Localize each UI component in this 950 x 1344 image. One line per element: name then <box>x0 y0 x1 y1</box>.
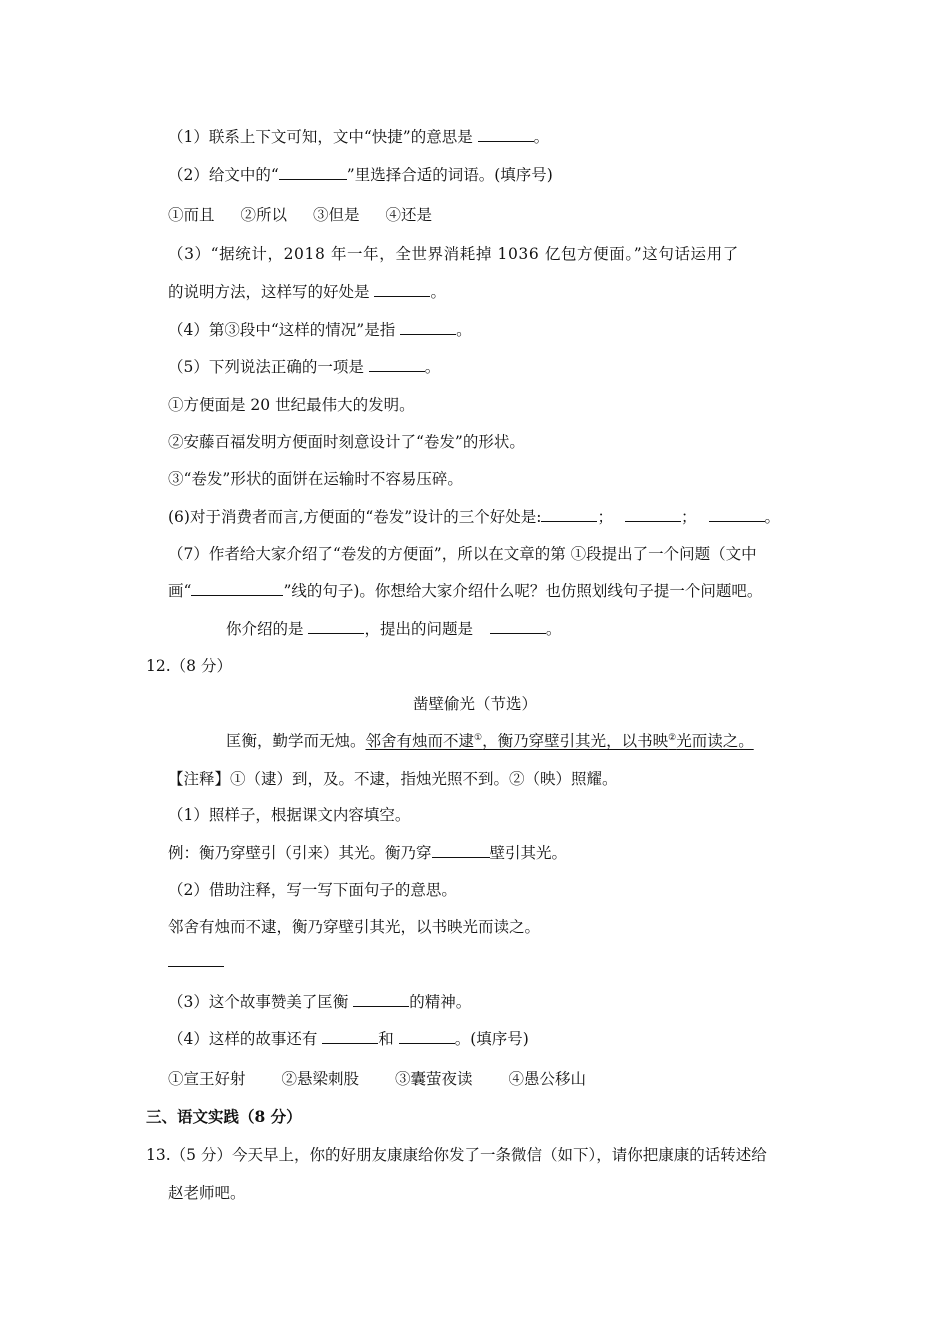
footnote-mark-1: ① <box>474 732 483 743</box>
q11-part3-line1: （3）“据统计，2018 年一年，全世界消耗掉 1036 亿包方便面。”这句话运用了 <box>168 245 739 263</box>
q12-part2: （2）借助注释，写一写下面句子的意思。 <box>168 881 457 899</box>
q11-part5 <box>168 355 440 377</box>
section-3-title: 三、语文实践（8 分） <box>146 1107 302 1126</box>
q11-part2-end: ”里选择合适的词语。(填序号) <box>346 166 553 184</box>
q11-part5-option3: ③“卷发”形状的面饼在运输时不容易压碎。 <box>168 470 463 488</box>
q11-part7-line1: （7）作者给大家介绍了“卷发的方便面”，所以在文章的第 ①段提出了一个问题（文中 <box>168 545 757 563</box>
answer-blank[interactable] <box>374 282 430 297</box>
q12-part1: （1）照样子，根据课文内容填空。 <box>168 806 411 824</box>
q12-part3-text: （3）这个故事赞美了匡衡 <box>168 993 354 1011</box>
answer-blank[interactable] <box>322 1029 378 1044</box>
q11-part6-text: (6)对于消费者而言,方便面的“卷发”设计的三个好处是: <box>168 508 542 526</box>
q11-part2-text: （2）给文中的“ <box>168 166 279 184</box>
q12-part4 <box>168 1027 529 1049</box>
underlined-sentence <box>366 732 754 750</box>
q12-example <box>168 841 567 863</box>
q11-part5-option2: ②安藤百福发明方便面时刻意设计了“卷发”的形状。 <box>168 433 525 451</box>
q11-part6 <box>168 505 780 527</box>
q12-part4-and: 和 <box>378 1030 399 1048</box>
q11-part4-end: 。 <box>456 321 472 339</box>
example-text: 例：衡乃穿壁引（引来）其光。衡乃穿 <box>168 844 432 862</box>
option-4: ④还是 <box>385 206 433 224</box>
answer-blank[interactable] <box>625 507 681 522</box>
q12-title: 凿壁偷光（节选） <box>412 695 537 713</box>
option-2: ②所以 <box>240 206 288 224</box>
text-plain: 匡衡，勤学而无烛。 <box>226 732 366 750</box>
q11-part1-end: 。 <box>533 128 550 146</box>
answer-blank[interactable] <box>369 357 425 372</box>
example-end: 壁引其光。 <box>489 844 568 862</box>
q12-part3-end: 的精神。 <box>409 993 472 1011</box>
question-label: ，提出的问题是 <box>364 620 478 638</box>
q11-part1-text: （1）联系上下文可知，文中“快捷”的意思是 <box>168 128 478 146</box>
q12-sentence: 邻舍有烛而不逮，衡乃穿壁引其光，以书映光而读之。 <box>168 918 541 936</box>
separator: ； <box>680 508 697 526</box>
separator: ； <box>597 508 613 526</box>
answer-blank[interactable] <box>432 843 490 858</box>
q13-line1: 13.（5 分）今天早上，你的好朋友康康给你发了一条微信（如下），请你把康康的话转述给 <box>146 1146 767 1164</box>
answer-blank[interactable] <box>478 127 534 142</box>
q11-part3-end: 。 <box>430 283 446 301</box>
option-3: ③但是 <box>313 206 360 224</box>
q12-header: 12.（8 分） <box>146 657 232 675</box>
q11-part7-line3 <box>226 617 561 639</box>
q11-part1 <box>168 125 549 147</box>
q11-part5-option1: ①方便面是 20 世纪最伟大的发明。 <box>168 396 415 414</box>
q11-part6-end: 。 <box>764 508 781 526</box>
q11-part7-text: 画“ <box>168 582 192 600</box>
intro-label: 你介绍的是 <box>226 620 309 638</box>
end-mark: 。 <box>545 620 562 638</box>
answer-blank[interactable] <box>541 507 597 522</box>
q11-part5-end: 。 <box>424 358 441 376</box>
ul-part3: 光而读之。 <box>676 732 754 750</box>
footnote-mark-2: ② <box>668 732 677 743</box>
q11-part2 <box>168 163 553 185</box>
underline-sample <box>191 581 283 596</box>
option-2: ②悬梁刺股 <box>281 1070 360 1088</box>
q11-part4-text: （4）第③段中“这样的情况”是指 <box>168 321 401 339</box>
answer-blank[interactable] <box>399 1029 455 1044</box>
option-4: ④愚公移山 <box>508 1070 587 1088</box>
q12-part3 <box>168 990 471 1012</box>
answer-blank[interactable] <box>353 992 409 1007</box>
q12-part4-end: 。(填序号) <box>454 1030 529 1048</box>
ul-part1: 邻舍有烛而不逮 <box>365 732 475 750</box>
answer-blank[interactable] <box>490 619 546 634</box>
q12-text <box>226 729 754 751</box>
q12-part4-text: （4）这样的故事还有 <box>168 1030 323 1048</box>
q11-part7-line2 <box>168 579 762 601</box>
answer-blank[interactable] <box>308 619 364 634</box>
answer-blank[interactable] <box>168 952 224 967</box>
option-1: ①宣王好射 <box>168 1070 246 1088</box>
answer-blank[interactable] <box>279 165 347 180</box>
q11-part4 <box>168 318 472 340</box>
q12-translation-blank[interactable] <box>168 952 224 971</box>
q12-part4-options <box>168 1067 586 1089</box>
answer-blank[interactable] <box>400 320 456 335</box>
q12-note: 【注释】①（逮）到，及。不逮，指烛光照不到。②（映）照耀。 <box>168 770 618 788</box>
q11-part5-text: （5）下列说法正确的一项是 <box>168 358 369 376</box>
q13-line2: 赵老师吧。 <box>168 1184 246 1202</box>
q11-part7-text-end: ”线的句子)。你想给大家介绍什么呢？也仿照划线句子提一个问题吧。 <box>283 582 763 600</box>
ul-part2: ，衡乃穿壁引其光，以书映 <box>482 732 669 750</box>
q11-part3-text: 的说明方法，这样写的好处是 <box>168 283 375 301</box>
option-3: ③囊萤夜读 <box>395 1070 473 1088</box>
q11-part3-line2 <box>168 280 446 302</box>
answer-blank[interactable] <box>709 507 765 522</box>
option-1: ①而且 <box>168 206 215 224</box>
q11-part2-options <box>168 203 432 225</box>
